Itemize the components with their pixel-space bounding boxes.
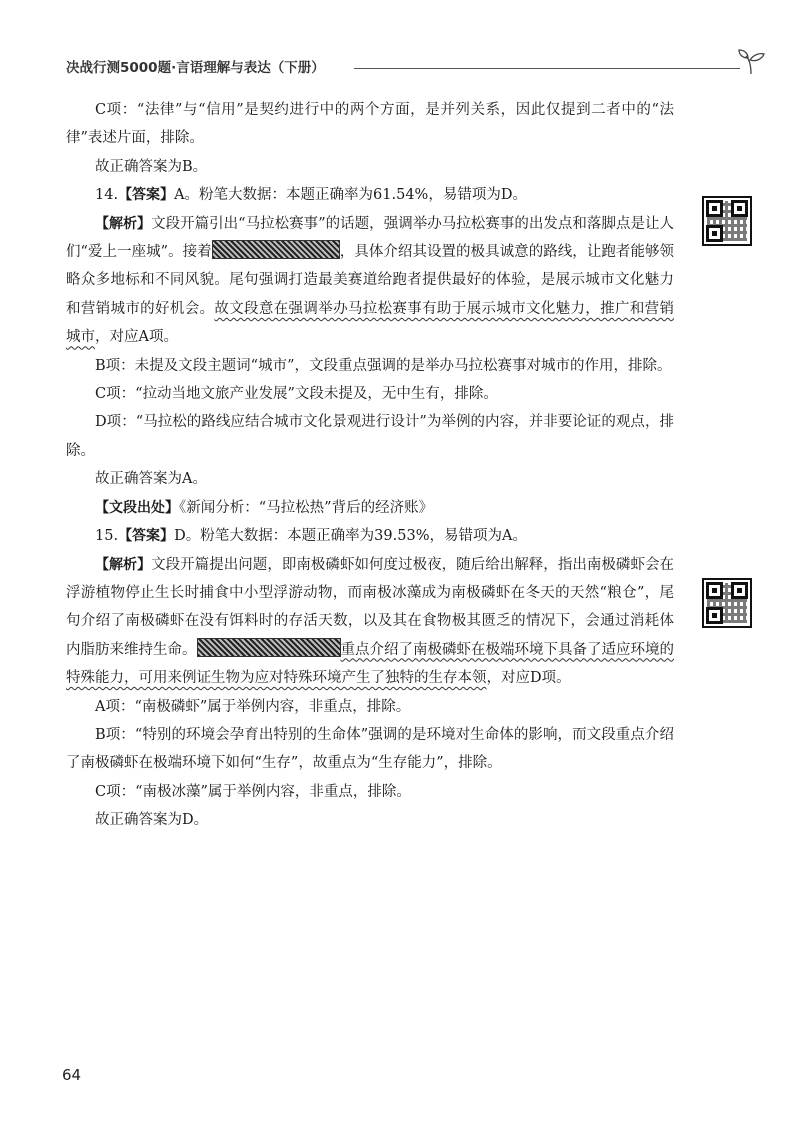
q14-option-c: C项：“拉动当地文旅产业发展”文段未提及，无中生有，排除。 — [95, 386, 498, 403]
q14-conclusion: 故正确答案为A。 — [95, 471, 207, 488]
q15-conclusion: 故正确答案为D。 — [95, 812, 209, 829]
analysis-tag: 【解析】 — [95, 556, 152, 573]
q15-option-b: B项：“特别的环境会孕育出特别的生命体”强调的是环境对生命体的影响，而文段重点介绍了南极磷虾在极端环境下如何“生存”，故重点为“生存能力”，排除。 — [66, 726, 674, 772]
redacted-mark — [212, 240, 340, 259]
q14-answer: 14.【答案】A。粉笔大数据：本题正确率为61.54%，易错项为D。 — [95, 187, 527, 204]
book-title: 决战行测5000题·言语理解与表达（下册） — [66, 60, 325, 76]
q15-answer: 15.【答案】D。粉笔大数据：本题正确率为39.53%，易错项为A。 — [95, 528, 527, 545]
q15-option-c: C项：“南极冰藻”属于举例内容，非重点，排除。 — [95, 783, 411, 800]
sprout-leaf-icon — [736, 46, 766, 76]
answer-tag: 【答案】 — [118, 187, 175, 204]
redacted-mark — [197, 638, 341, 657]
qr-code-q14[interactable] — [702, 196, 752, 246]
source-tag: 【文段出处】 — [95, 499, 179, 516]
key-sentence: 重点介绍了南极磷虾在极端环境下具备了适应环境的特殊能力，可用来例证生物为应对特殊环境产生了独特的生存本领 — [66, 641, 674, 687]
key-sentence: 故文段意在强调举办马拉松赛事有助于展示城市文化魅力，推广和营销城市 — [66, 300, 674, 346]
q15-option-a: A项：“南极磷虾”属于举例内容，非重点，排除。 — [95, 698, 411, 715]
header-rule — [354, 68, 740, 69]
q14-analysis: 【解析】文段开篇引出“马拉松赛事”的话题，强调举办马拉松赛事的出发点和落脚点是让人们“爱上一座城”。接着 ，具体介绍其设置的极具诚意的路线，让跑者能够领略众多地标和不同风貌。尾句强调打造最美赛道给跑者提供最好的体验，是展示城市文化魅力和营销城市的好机会。故文段意在强调举办马拉松赛事有助于展示城市文化魅力，推广和营销城市，对应A项。 — [66, 215, 675, 346]
page-number: 64 — [62, 1066, 82, 1084]
q13-option-c: C项：“法律”与“信用”是契约进行中的两个方面，是并列关系，因此仅提到二者中的“法律”表述片面，排除。 — [66, 102, 674, 147]
analysis-tag: 【解析】 — [95, 215, 152, 232]
answer-content — [66, 96, 674, 835]
qr-code-q15[interactable] — [702, 578, 752, 628]
answer-tag: 【答案】 — [118, 528, 175, 545]
q14-option-b: B项：未提及文段主题词“城市”，文段重点强调的是举办马拉松赛事对城市的作用，排除。 — [95, 357, 672, 374]
q14-source: 【文段出处】《新闻分析：“马拉松热”背后的经济账》 — [95, 499, 434, 516]
q13-conclusion: 故正确答案为B。 — [95, 158, 208, 175]
q15-analysis: 【解析】文段开篇提出问题，即南极磷虾如何度过极夜，随后给出解释，指出南极磷虾会在浮游植物停止生长时捕食中小型浮游动物，而南极冰藻成为南极磷虾在冬天的天然“粮仓”，尾句介绍了南极磷虾在没有饵料时的存活天数，以及其在食物极其匮乏的情况下，会通过消耗体内脂肪来维持生命。 重点介绍了南极磷虾在极端环境下具备了适应环境的特殊能力，可用来例证生物为应对特殊环境产生了独特的生存本领，对应D项。 — [66, 556, 675, 687]
page-header — [66, 52, 766, 78]
q14-option-d: D项：“马拉松的路线应结合城市文化景观进行设计”为举例的内容，并非要论证的观点，排除。 — [66, 414, 674, 459]
